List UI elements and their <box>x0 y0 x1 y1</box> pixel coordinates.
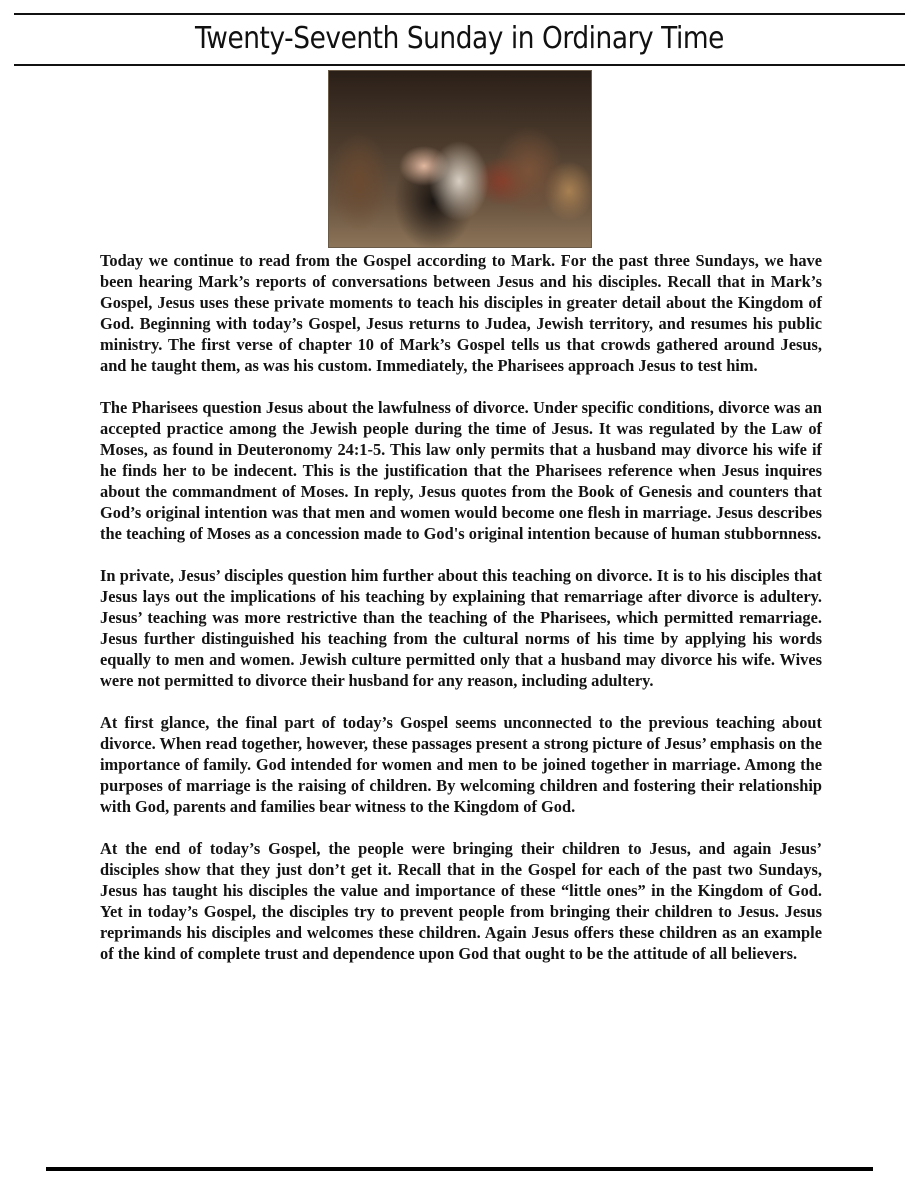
paragraph-3: In private, Jesus’ disciples question him further about this teaching on divorce. It is to his disciples that Jesus lays out the implications of his teaching by explaining that remarriage after divorce is adultery. Jesus’ teaching was more restrictive than the teaching of the Pharisees, which permitted remarriage. Jesus further distinguished his teaching from the cultural norms of his time by applying his words equally to men and women. Jewish culture permitted only that a husband may divorce his wife. Wives were not permitted to divorce their husband for any reason, including adultery. <box>100 566 822 690</box>
paragraph-1: Today we continue to read from the Gospel according to Mark. For the past three Sundays, we have been hearing Mark’s reports of conversations between Jesus and his disciples. Recall that in Mark’s Gospel, Jesus uses these private moments to teach his disciples in greater detail about the Kingdom of God. Beginning with today’s Gospel, Jesus returns to Judea, Jewish territory, and resumes his public ministry. The first verse of chapter 10 of Mark’s Gospel tells us that crowds gathered around Jesus, and he taught them, as was his custom. Immediately, the Pharisees approach Jesus to test him. <box>100 251 822 375</box>
painting-image <box>328 70 592 248</box>
paragraph-2: The Pharisees question Jesus about the lawfulness of divorce. Under specific conditions, divorce was an accepted practice among the Jewish people during the time of Jesus. It was regulated by the Law of Moses, as found in Deuteronomy 24:1-5. This law only permits that a husband may divorce his wife if he finds her to be indecent. This is the justification that the Pharisees reference when Jesus inquires about the commandment of Moses. In reply, Jesus quotes from the Book of Genesis and counters that God’s original intention was that men and women would become one flesh in marriage. Jesus describes the teaching of Moses as a concession made to God's original intention because of human stubbornness. <box>100 398 822 543</box>
paragraph-5: At the end of today’s Gospel, the people were bringing their children to Jesus, and again Jesus’ disciples show that they just don’t get it. Recall that in the Gospel for each of the past two Sundays, Jesus has taught his disciples the value and importance of these “little ones” in the Kingdom of God. Yet in today’s Gospel, the disciples try to prevent people from bringing their children to Jesus. Jesus reprimands his disciples and welcomes these children. Again Jesus offers these children as an example of the kind of complete trust and dependence upon God that ought to be the attitude of all believers. <box>100 839 822 963</box>
article-body <box>100 250 822 985</box>
bottom-rule <box>46 1167 873 1171</box>
page-title: Twenty-Seventh Sunday in Ordinary Time <box>194 21 724 56</box>
paragraph-4: At first glance, the final part of today’s Gospel seems unconnected to the previous teaching about divorce. When read together, however, these passages present a strong picture of Jesus’ emphasis on the importance of family. God intended for women and men to be joined together in marriage. Among the purposes of marriage is the raising of children. By welcoming children and fostering their relationship with God, parents and families bear witness to the Kingdom of God. <box>100 713 822 816</box>
title-underline-rule <box>14 64 905 66</box>
